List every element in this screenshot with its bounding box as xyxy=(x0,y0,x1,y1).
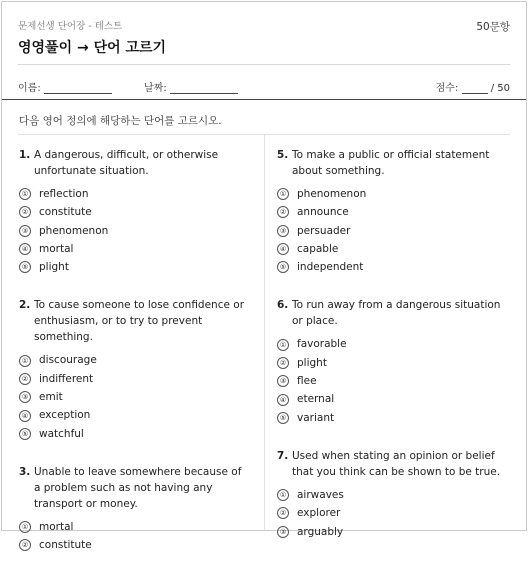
option-word: persuader xyxy=(297,224,351,237)
question-definition: To cause someone to lose confidence or enthusiasm, or to try to prevent something. xyxy=(34,299,245,344)
option-word: plight xyxy=(297,356,327,369)
answer-options xyxy=(277,185,505,276)
option-word: constitute xyxy=(39,206,92,219)
option-number-icon: ⑤ xyxy=(19,428,31,440)
instruction-text: 다음 영어 정의에 해당하는 단어를 고르시오. xyxy=(19,115,222,127)
question-definition: Unable to leave somewhere because of a problem such as not having any transport or money. xyxy=(34,465,242,510)
answer-option[interactable] xyxy=(277,523,505,541)
option-number-icon: ① xyxy=(19,355,31,367)
option-word: discourage xyxy=(39,354,97,367)
answer-option[interactable] xyxy=(19,240,247,258)
answer-option[interactable] xyxy=(19,388,247,406)
question-number: 6. xyxy=(277,299,289,312)
option-word: indifferent xyxy=(39,372,94,385)
answer-option[interactable] xyxy=(19,203,247,221)
question-item xyxy=(19,297,247,442)
question-item xyxy=(277,297,505,426)
worksheet xyxy=(1,1,527,552)
option-number-icon: ① xyxy=(277,489,289,501)
name-blank xyxy=(44,83,112,94)
answer-option[interactable] xyxy=(19,536,247,554)
worksheet-title: 영영풀이 → 단어 고르기 xyxy=(18,40,167,56)
option-word: reflection xyxy=(39,188,89,200)
question-item xyxy=(19,147,247,276)
answer-options xyxy=(19,518,247,555)
option-word: arguably xyxy=(297,525,344,538)
answer-option[interactable] xyxy=(277,486,505,504)
question-number: 1. xyxy=(19,149,31,161)
option-number-icon: ④ xyxy=(277,243,289,255)
option-word: watchful xyxy=(39,427,84,440)
answer-options xyxy=(277,486,505,541)
question-definition: A dangerous, difficult, or otherwise unfortunate situation. xyxy=(34,149,219,177)
score-field xyxy=(436,79,510,94)
question-column-left xyxy=(19,147,247,576)
option-number-icon: ① xyxy=(19,188,31,200)
date-label: 날짜: xyxy=(144,83,167,94)
option-word: explorer xyxy=(297,507,341,520)
option-number-icon: ② xyxy=(19,206,31,218)
question-text xyxy=(19,297,247,345)
option-number-icon: ① xyxy=(277,339,289,351)
name-label: 이름: xyxy=(18,83,41,94)
question-count: 50문항 xyxy=(476,21,510,33)
score-label: 점수: xyxy=(435,83,459,94)
option-number-icon: ③ xyxy=(19,225,31,237)
question-definition: Used when stating an opinion or belief that you think can be shown to be true. xyxy=(292,449,501,478)
option-word: mortal xyxy=(39,520,74,533)
option-word: favorable xyxy=(297,338,347,351)
answer-options xyxy=(277,335,505,426)
option-number-icon: ⑤ xyxy=(19,261,31,273)
info-divider xyxy=(2,99,526,100)
answer-option[interactable] xyxy=(277,354,505,372)
answer-option[interactable] xyxy=(277,185,505,203)
answer-option[interactable] xyxy=(19,185,247,203)
option-word: phenomenon xyxy=(297,188,367,200)
question-column-right xyxy=(277,147,505,562)
option-number-icon: ⑤ xyxy=(277,412,289,424)
answer-option[interactable] xyxy=(277,258,505,276)
option-number-icon: ⑤ xyxy=(277,261,289,273)
option-word: eternal xyxy=(297,393,335,406)
question-text xyxy=(19,147,247,179)
question-item xyxy=(19,464,247,555)
answer-option[interactable] xyxy=(277,372,505,390)
answer-option[interactable] xyxy=(277,335,505,353)
option-word: airwaves xyxy=(297,488,344,501)
option-number-icon: ① xyxy=(277,188,289,200)
option-word: emit xyxy=(39,391,63,404)
answer-option[interactable] xyxy=(277,504,505,522)
option-word: exception xyxy=(39,409,91,422)
option-number-icon: ④ xyxy=(19,410,31,422)
option-word: constitute xyxy=(39,539,92,552)
score-total: / 50 xyxy=(490,83,510,94)
question-number: 3. xyxy=(19,465,31,478)
option-number-icon: ① xyxy=(19,521,31,533)
option-word: variant xyxy=(297,411,335,424)
info-row xyxy=(18,79,510,93)
question-number: 7. xyxy=(277,449,289,462)
score-blank xyxy=(462,83,488,94)
date-field xyxy=(144,79,238,94)
question-number: 2. xyxy=(19,299,31,312)
date-blank xyxy=(170,83,238,94)
worksheet-subtitle: 문제선생 단어장 - 테스트 xyxy=(18,21,123,32)
option-word: plight xyxy=(39,261,69,274)
question-definition: To make a public or official statement about something. xyxy=(292,149,490,177)
answer-option[interactable] xyxy=(19,406,247,424)
option-word: capable xyxy=(297,242,339,255)
option-number-icon: ④ xyxy=(19,243,31,255)
answer-option[interactable] xyxy=(277,409,505,427)
question-text xyxy=(277,448,505,480)
name-field xyxy=(18,79,112,94)
question-text xyxy=(277,297,505,329)
question-number: 5. xyxy=(277,149,289,161)
option-number-icon: ④ xyxy=(277,394,289,406)
answer-option[interactable] xyxy=(277,390,505,408)
question-text xyxy=(19,464,247,512)
option-number-icon: ③ xyxy=(277,375,289,387)
question-item xyxy=(277,147,505,276)
option-number-icon: ② xyxy=(19,539,31,551)
option-word: announce xyxy=(297,206,349,219)
option-number-icon: ② xyxy=(19,373,31,385)
answer-option[interactable] xyxy=(19,258,247,276)
option-number-icon: ③ xyxy=(19,391,31,403)
answer-option[interactable] xyxy=(277,240,505,258)
option-word: flee xyxy=(297,375,317,388)
question-item xyxy=(277,448,505,541)
option-number-icon: ② xyxy=(277,357,289,369)
answer-option[interactable] xyxy=(19,425,247,443)
option-number-icon: ③ xyxy=(277,225,289,237)
option-number-icon: ② xyxy=(277,507,289,519)
option-word: phenomenon xyxy=(39,224,109,237)
option-word: independent xyxy=(297,261,364,274)
answer-option[interactable] xyxy=(19,222,247,240)
option-number-icon: ② xyxy=(277,206,289,218)
answer-option[interactable] xyxy=(19,351,247,369)
answer-option[interactable] xyxy=(19,370,247,388)
column-divider xyxy=(264,135,265,530)
answer-options xyxy=(19,351,247,442)
answer-option[interactable] xyxy=(277,222,505,240)
option-word: mortal xyxy=(39,242,74,255)
option-number-icon: ③ xyxy=(277,526,289,538)
question-text xyxy=(277,147,505,179)
question-definition: To run away from a dangerous situation or place. xyxy=(292,299,501,328)
answer-options xyxy=(19,185,247,276)
worksheet-header xyxy=(2,2,526,64)
answer-option[interactable] xyxy=(277,203,505,221)
header-divider xyxy=(18,64,510,65)
